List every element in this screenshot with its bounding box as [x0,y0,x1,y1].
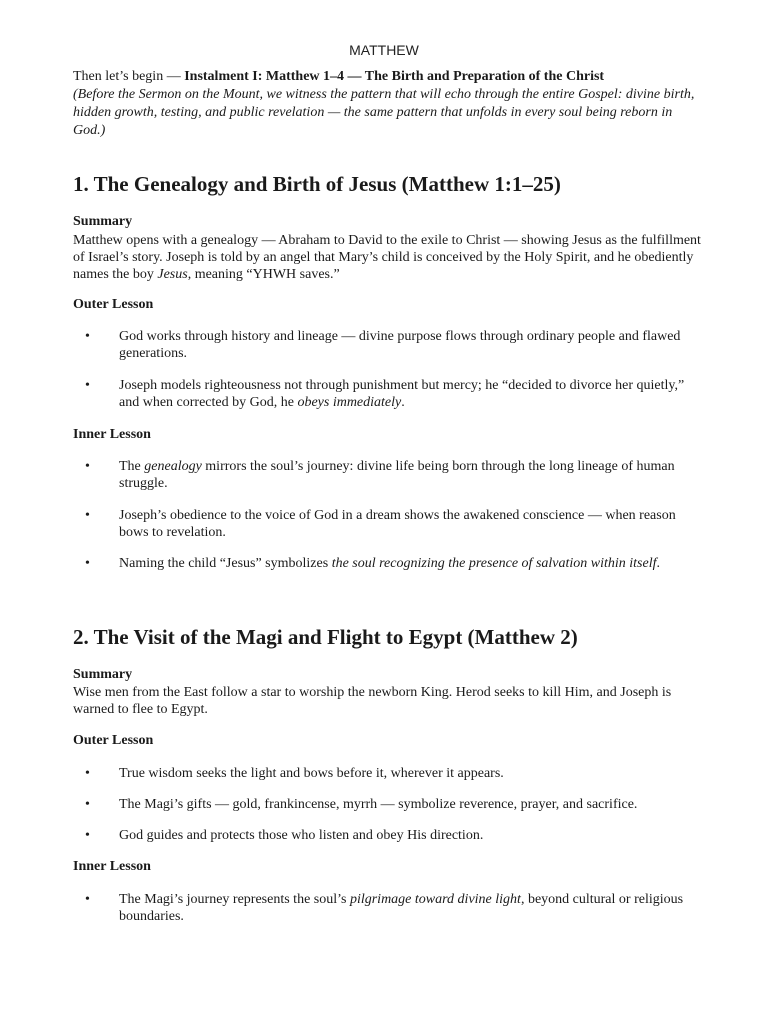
section-1-outer-label: Outer Lesson [73,297,154,312]
section-2-summary-text: Wise men from the East follow a star to worship the newborn King. Herod seeks to kill Him, and Joseph is warned to flee to Egypt. [73,685,672,717]
page-header: MATTHEW [349,42,419,58]
bullet-icon: • [85,329,90,344]
bullet-icon: • [85,828,90,843]
section-2-summary-label: Summary [73,667,133,682]
section-2-inner-label: Inner Lesson [73,859,151,874]
section-1-heading: 1. The Genealogy and Birth of Jesus (Matthew 1:1–25) [73,172,561,196]
bullet-icon: • [85,892,90,907]
section-2-heading: 2. The Visit of the Magi and Flight to Egypt (Matthew 2) [73,625,578,649]
intro-paragraph [73,68,703,140]
bullet-icon: • [85,797,90,812]
section-1-inner-label: Inner Lesson [73,427,151,442]
section-1-summary-label: Summary [73,214,133,229]
intro-lead: Then let’s begin — [73,69,185,84]
document-page: MATTHEW Then let’s begin — Instalment I: Matthew 1–4 — The Birth and Preparation of the Christ (Before the Sermon on the Mount, we witness the pattern that will echo through the entire Gospel: divine birth, hidden growth, testing, and public revelation — the same pattern that unfolds in every soul being reborn in God.) 1. The Genealogy and Birth of Jesus (Matthew 1:1–25) Summary Matthew opens with a genealogy — Abraham to David to the exile to Christ — showing Jesus as the fulfillment of Israel’s story. Joseph is told by an angel that Mary’s child is conceived by the Holy Spirit, and he obediently names the boy Jesus, meaning “YHWH saves.” Outer Lesson • God works through history and lineage — divine purpose flows through ordinary people and flawed generations. • Joseph models righteousness not through punishment but mercy; he “decided to divorce her quietly,” and when corrected by God, he obeys immediately. Inner Lesson • The genealogy mirrors the soul’s journey: divine life being born through the long lineage of human struggle. • Joseph’s obedience to the voice of God in a dream shows the awakened conscience — when reason bows to revelation. • Naming the child “Jesus” symbolizes the soul recognizing the presence of salvation within itself. 2. The Visit of the Magi and Flight to Egypt (Matthew 2) Summary Wise men from the East follow a star to worship the newborn King. Herod seeks to kill Him, and Joseph is warned to flee to Egypt. Outer Lesson • True wisdom seeks the light and bows before it, wherever it appears. • The Magi’s gifts — gold, frankincense, myrrh — symbolize reverence, prayer, and sacrifice. • God guides and protects those who listen and obey His direction. Inner Lesson • The Magi’s journey represents the soul’s pilgrimage toward divine light, beyond cultural or religious boundaries. [0,0,768,1024]
bullet-icon: • [85,459,90,474]
intro-instalment-title: Instalment I: Matthew 1–4 — The Birth and Preparation of the Christ [184,69,605,84]
bullet-icon: • [85,556,90,571]
bullet-icon: • [85,508,90,523]
bullet-icon: • [85,766,90,781]
intro-note: (Before the Sermon on the Mount, we witness the pattern that will echo through the entire Gospel: divine birth, hidden growth, testing, and public revelation — the same pattern that unfolds in every soul being reborn in God.) [73,87,695,138]
bullet-icon: • [85,378,90,393]
section-2-outer-label: Outer Lesson [73,733,154,748]
section-1-summary-text: Matthew opens with a genealogy — Abraham to David to the exile to Christ — showing Jesus as the fulfillment of Israel’s story. Joseph is told by an angel that Mary’s child is conceived by the Holy Spirit, and he obediently names the boy Jesus, meaning “YHWH saves.” [73,233,701,282]
